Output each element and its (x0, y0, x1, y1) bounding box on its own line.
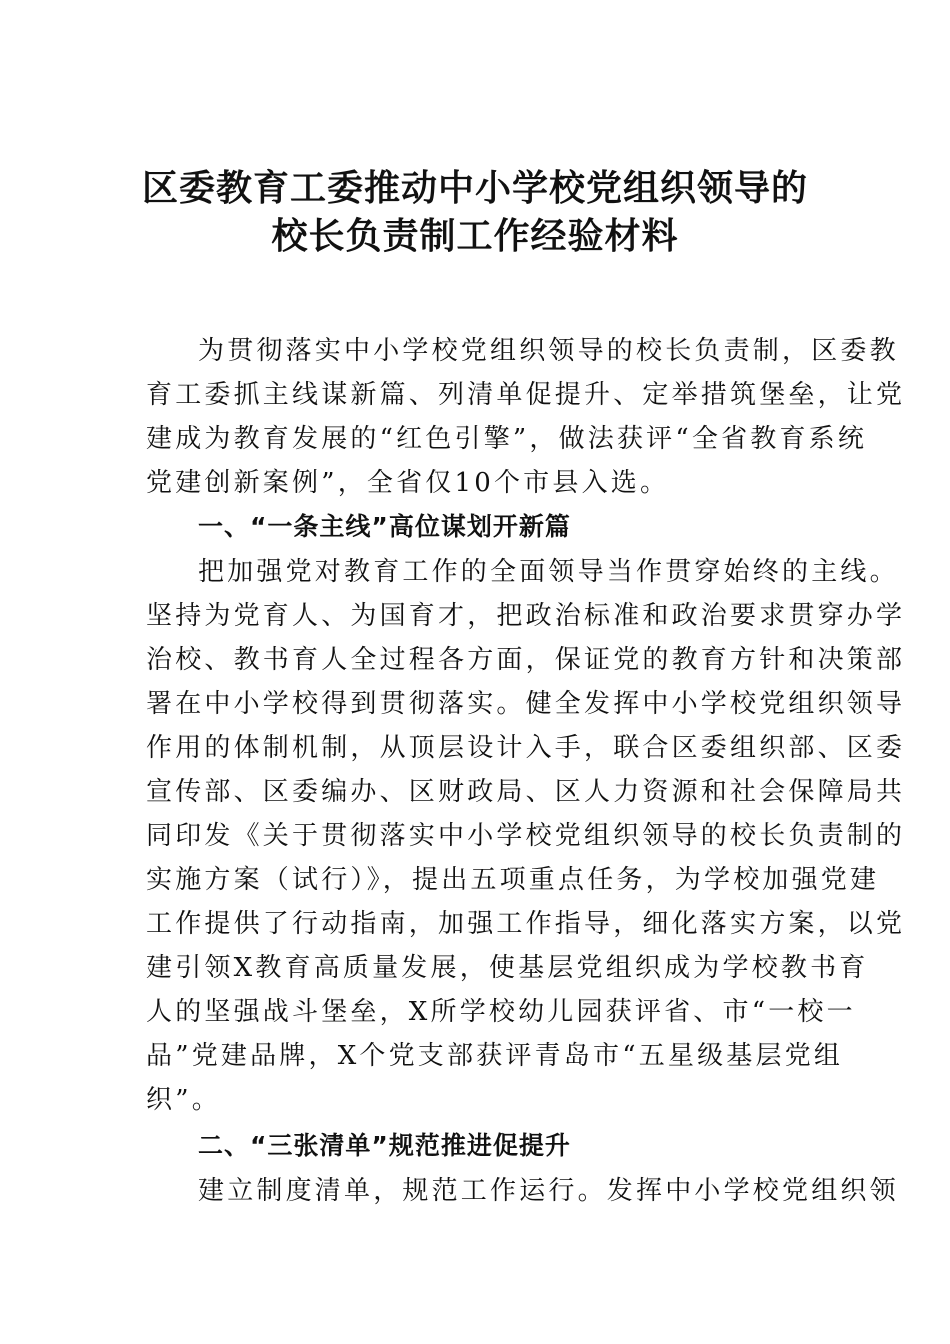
section1-line: 治校、教书育人全过程各方面，保证党的教育方针和决策部 (146, 645, 906, 675)
section1-line: 建引领X教育高质量发展，使基层党组织成为学校教书育 (146, 953, 869, 983)
section-heading-2: 二、“三张清单”规范推进促提升 (198, 1131, 571, 1160)
section2-line: 建立制度清单，规范工作运行。发挥中小学校党组织领 (198, 1176, 899, 1206)
section1-line: 品”党建品牌，X个党支部获评青岛市“五星级基层党组 (146, 1041, 844, 1071)
intro-line: 为贯彻落实中小学校党组织领导的校长负责制，区委教 (198, 336, 899, 366)
document-title-line-2: 校长负责制工作经验材料 (271, 215, 679, 257)
section1-line: 工作提供了行动指南，加强工作指导，细化落实方案，以党 (146, 909, 906, 939)
section1-line: 实施方案（试行）》，提出五项重点任务，为学校加强党建 (146, 865, 880, 895)
document-title-line-1: 区委教育工委推动中小学校党组织领导的 (141, 167, 808, 209)
section1-line: 坚持为党育人、为国育才，把政治标准和政治要求贯穿办学 (146, 601, 906, 631)
section1-line: 署在中小学校得到贯彻落实。健全发挥中小学校党组织领导 (146, 689, 906, 719)
intro-line: 党建创新案例”，全省仅10个市县入选。 (146, 468, 670, 498)
section1-line: 把加强党对教育工作的全面领导当作贯穿始终的主线。 (198, 557, 899, 587)
section1-line: 织”。 (146, 1085, 221, 1115)
section1-line: 作用的体制机制，从顶层设计入手，联合区委组织部、区委 (146, 733, 906, 763)
section-heading-1: 一、“一条主线”高位谋划开新篇 (198, 512, 571, 541)
section1-line: 宣传部、区委编办、区财政局、区人力资源和社会保障局共 (146, 777, 906, 807)
intro-line: 建成为教育发展的“红色引擎”，做法获评“全省教育系统 (146, 424, 868, 454)
intro-line: 育工委抓主线谋新篇、列清单促提升、定举措筑堡垒，让党 (146, 380, 906, 410)
section1-line: 人的坚强战斗堡垒，X所学校幼儿园获评省、市“一校一 (146, 997, 856, 1027)
section1-line: 同印发《关于贯彻落实中小学校党组织领导的校长负责制的 (146, 821, 906, 851)
